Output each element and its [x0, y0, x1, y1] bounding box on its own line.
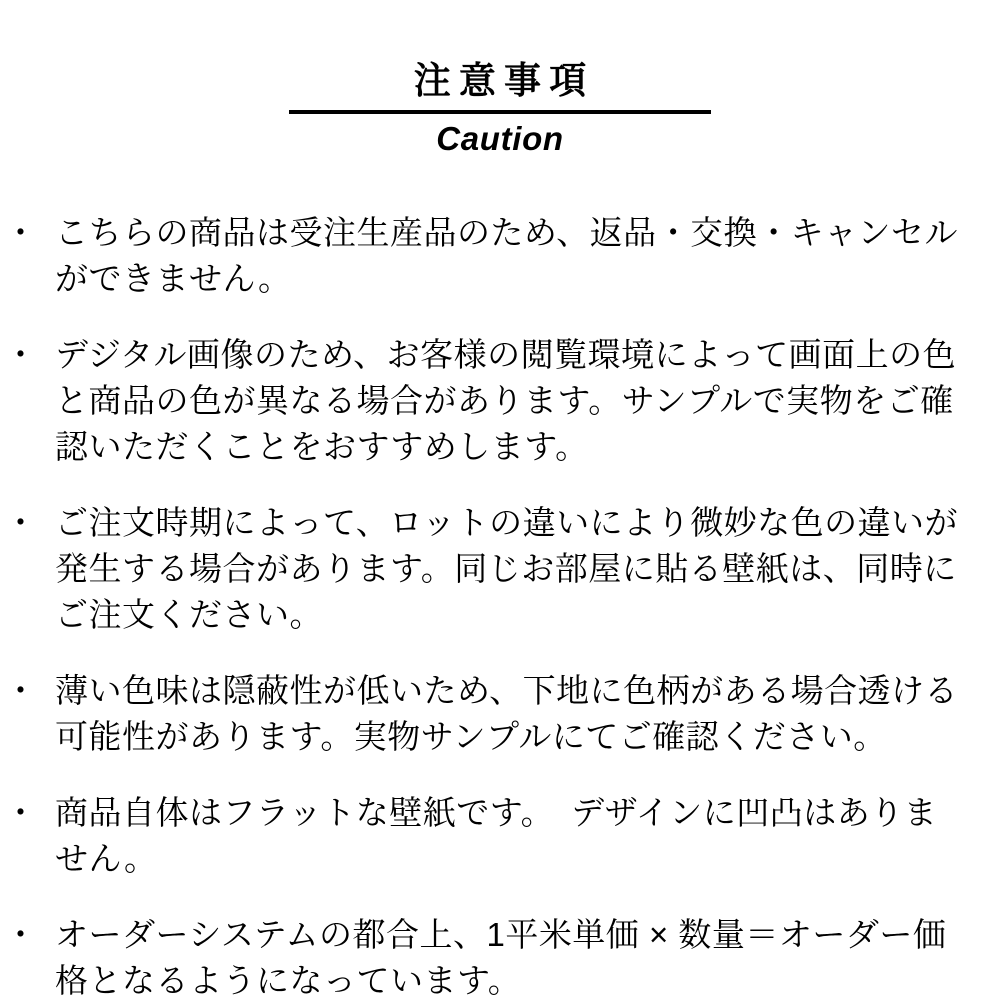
- list-item: [0, 912, 970, 1004]
- note-text: こちらの商品は受注生産品のため、返品・交換・キャンセルができません。: [55, 214, 959, 298]
- page-title: 注意事項: [413, 60, 595, 101]
- list-item: [0, 668, 970, 760]
- bullet-marker: ・: [4, 916, 38, 954]
- list-item: [0, 790, 970, 882]
- bullet-marker: ・: [4, 794, 38, 832]
- bullet-marker: ・: [4, 504, 38, 542]
- note-text: 商品自体はフラットな壁紙です。 デザインに凹凸はありません。: [55, 794, 938, 878]
- title-divider: [289, 110, 711, 114]
- caution-list: [0, 210, 1000, 1004]
- list-item: [0, 500, 970, 638]
- list-item: [0, 210, 970, 302]
- note-text: オーダーシステムの都合上、1平米単価 × 数量＝オーダー価格となるようになっています。: [55, 916, 947, 1000]
- bullet-marker: ・: [4, 672, 38, 710]
- bullet-marker: ・: [4, 214, 38, 252]
- page-subtitle: Caution: [436, 119, 564, 157]
- bullet-marker: ・: [4, 336, 38, 374]
- note-text: 薄い色味は隠蔽性が低いため、下地に色柄がある場合透ける可能性があります。実物サンプルにてご確認ください。: [55, 672, 959, 756]
- note-text: デジタル画像のため、お客様の閲覧環境によって画面上の色と商品の色が異なる場合があります。サンプルで実物をご確認いただくことをおすすめします。: [55, 336, 957, 466]
- header: [0, 0, 1000, 158]
- list-item: [0, 332, 970, 470]
- note-text: ご注文時期によって、ロットの違いにより微妙な色の違いが発生する場合があります。同じお部屋に貼る壁紙は、同時にご注文ください。: [55, 504, 959, 634]
